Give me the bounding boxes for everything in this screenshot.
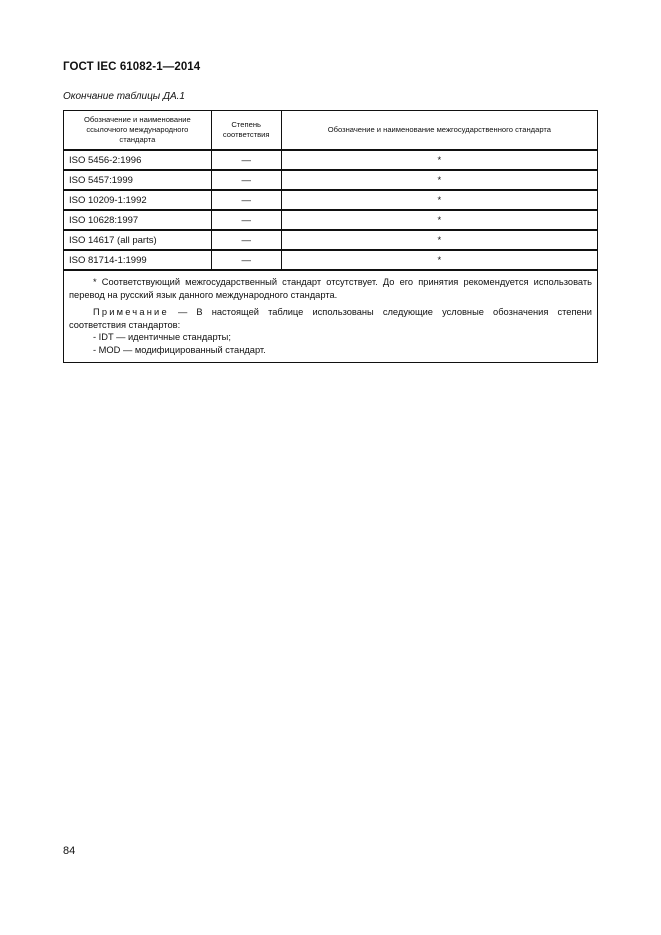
table-header-row: [64, 111, 598, 151]
footnote-cell: [64, 270, 598, 363]
table-caption: Окончание таблицы ДА.1: [63, 91, 185, 102]
header-degree-of-correspondence: Степень соответствия: [211, 111, 281, 151]
degree-cell: —: [211, 210, 281, 230]
table-row: [64, 250, 598, 270]
international-standard-code: ISO 10628:1997: [64, 210, 212, 230]
header-international-standard: Обозначение и наименование ссылочного международного стандарта: [64, 111, 212, 151]
degree-cell: —: [211, 230, 281, 250]
interstate-standard-cell: *: [281, 170, 597, 190]
international-standard-code: ISO 10209-1:1992: [64, 190, 212, 210]
note-paragraph: [69, 306, 592, 331]
table-row: [64, 230, 598, 250]
table-row: [64, 170, 598, 190]
note-label: Примечание: [93, 307, 169, 317]
table-footnote-row: [64, 270, 598, 363]
international-standard-code: ISO 14617 (all parts): [64, 230, 212, 250]
international-standard-code: ISO 81714-1:1999: [64, 250, 212, 270]
note-text: — В настоящей таблице использованы следующие условные обозначения степени соответствия стандартов:: [69, 307, 592, 330]
international-standard-code: ISO 5456-2:1996: [64, 150, 212, 170]
international-standard-code: ISO 5457:1999: [64, 170, 212, 190]
interstate-standard-cell: *: [281, 230, 597, 250]
note-list-item: - IDT — идентичные стандарты;: [93, 332, 231, 342]
standards-correspondence-table: [63, 110, 598, 363]
table-row: [64, 210, 598, 230]
note-list-item: - MOD — модифицированный стандарт.: [93, 344, 266, 355]
table-row: [64, 150, 598, 170]
footnote-text: * Соответствующий межгосударственный стандарт отсутствует. До его принятия рекомендуется использовать перевод на русский язык данного международного стандарта.: [69, 277, 592, 300]
interstate-standard-cell: *: [281, 210, 597, 230]
table-row: [64, 190, 598, 210]
document-code-header: ГОСТ IEC 61082-1—2014: [63, 61, 201, 73]
degree-cell: —: [211, 190, 281, 210]
degree-cell: —: [211, 150, 281, 170]
page-number: 84: [63, 845, 76, 857]
degree-cell: —: [211, 250, 281, 270]
interstate-standard-cell: *: [281, 250, 597, 270]
interstate-standard-cell: *: [281, 150, 597, 170]
interstate-standard-cell: *: [281, 190, 597, 210]
degree-cell: —: [211, 170, 281, 190]
header-interstate-standard: Обозначение и наименование межгосударственного стандарта: [281, 111, 597, 151]
